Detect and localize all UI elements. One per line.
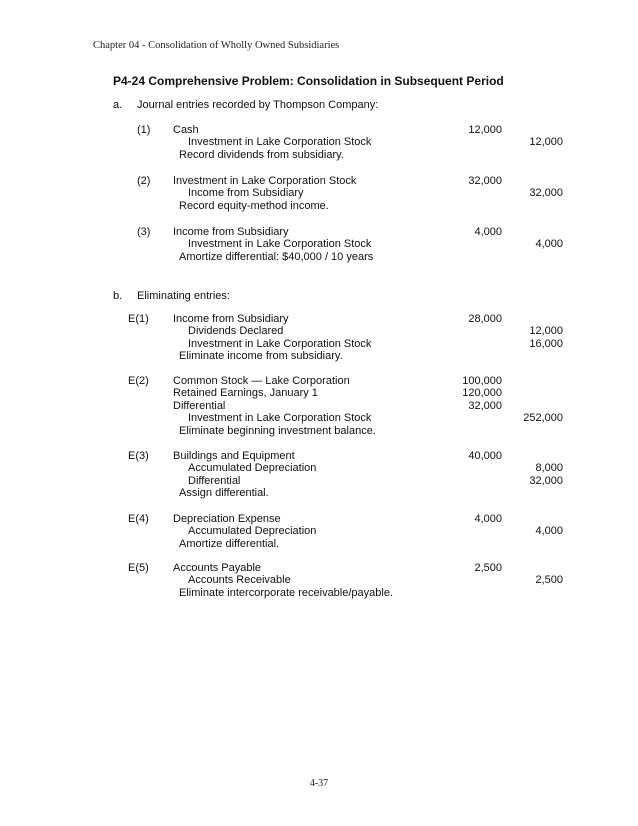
entry-label: (3) xyxy=(137,226,151,238)
debit-amount: 12,000 xyxy=(468,124,502,136)
page-number: 4-37 xyxy=(309,778,329,789)
account-name: Depreciation Expense xyxy=(173,513,281,525)
section-a-heading: Journal entries recorded by Thompson Company: xyxy=(137,99,379,111)
debit-amount: 100,000 xyxy=(462,375,502,387)
account-name: Investment in Lake Corporation Stock xyxy=(173,175,357,187)
account-name: Buildings and Equipment xyxy=(173,450,295,462)
entry-label: E(4) xyxy=(128,513,149,525)
debit-amount: 4,000 xyxy=(474,226,502,238)
credit-amount: 4,000 xyxy=(535,238,563,251)
entry-label: E(3) xyxy=(128,450,149,462)
debit-amount: 40,000 xyxy=(468,450,502,462)
credit-amount: 2,500 xyxy=(535,574,563,587)
credit-amount: 8,000 xyxy=(535,462,563,475)
account-name: Accumulated Depreciation xyxy=(188,525,317,538)
credit-amount: 16,000 xyxy=(529,337,563,350)
entry-label: E(5) xyxy=(128,562,149,574)
account-name: Cash xyxy=(173,124,199,136)
credit-amount: 252,000 xyxy=(523,412,563,425)
entry-explanation: Amortize differential: $40,000 / 10 years xyxy=(179,250,374,263)
entry-explanation: Eliminate income from subsidiary. xyxy=(179,350,343,363)
chapter-header: Chapter 04 - Consolidation of Wholly Owned Subsidiaries xyxy=(93,40,340,51)
debit-amount: 2,500 xyxy=(474,562,502,574)
entry-label: E(1) xyxy=(128,313,149,325)
account-name: Common Stock — Lake Corporation xyxy=(173,375,350,387)
account-name: Income from Subsidiary xyxy=(173,313,289,325)
entry-explanation: Amortize differential. xyxy=(179,537,280,550)
account-name: Differential xyxy=(173,399,226,412)
account-name: Accounts Payable xyxy=(173,562,262,574)
credit-amount: 32,000 xyxy=(529,187,563,200)
credit-amount: 4,000 xyxy=(535,525,563,538)
account-name: Income from Subsidiary xyxy=(188,187,304,200)
credit-amount: 12,000 xyxy=(529,325,563,338)
account-name: Dividends Declared xyxy=(188,325,284,338)
debit-amount: 120,000 xyxy=(462,387,502,400)
credit-amount: 12,000 xyxy=(529,136,563,149)
credit-amount: 32,000 xyxy=(529,474,563,487)
problem-title: P4-24 Comprehensive Problem: Consolidation in Subsequent Period xyxy=(113,74,504,88)
section-b-heading: Eliminating entries: xyxy=(137,290,230,302)
entry-explanation: Record dividends from subsidiary. xyxy=(179,148,344,161)
entry-explanation: Record equity-method income. xyxy=(179,199,329,212)
account-name: Income from Subsidiary xyxy=(173,226,289,238)
entry-explanation: Assign differential. xyxy=(179,487,269,500)
account-name: Investment in Lake Corporation Stock xyxy=(188,238,372,251)
entry-label: E(2) xyxy=(128,375,149,387)
account-name: Investment in Lake Corporation Stock xyxy=(188,412,372,425)
account-name: Investment in Lake Corporation Stock xyxy=(188,136,372,149)
debit-amount: 32,000 xyxy=(468,175,502,187)
entry-label: (1) xyxy=(137,124,151,136)
entry-label: (2) xyxy=(137,175,151,187)
account-name: Retained Earnings, January 1 xyxy=(173,387,318,400)
entry-explanation: Eliminate beginning investment balance. xyxy=(179,424,376,437)
entry-explanation: Eliminate intercorporate receivable/payable. xyxy=(179,586,394,599)
section-a-letter: a. xyxy=(113,99,123,111)
section-b-letter: b. xyxy=(113,290,123,302)
account-name: Investment in Lake Corporation Stock xyxy=(188,337,372,350)
account-name: Accounts Receivable xyxy=(188,574,291,587)
account-name: Differential xyxy=(188,474,241,487)
account-name: Accumulated Depreciation xyxy=(188,462,317,475)
debit-amount: 28,000 xyxy=(468,313,502,325)
debit-amount: 32,000 xyxy=(468,399,502,412)
debit-amount: 4,000 xyxy=(474,513,502,525)
